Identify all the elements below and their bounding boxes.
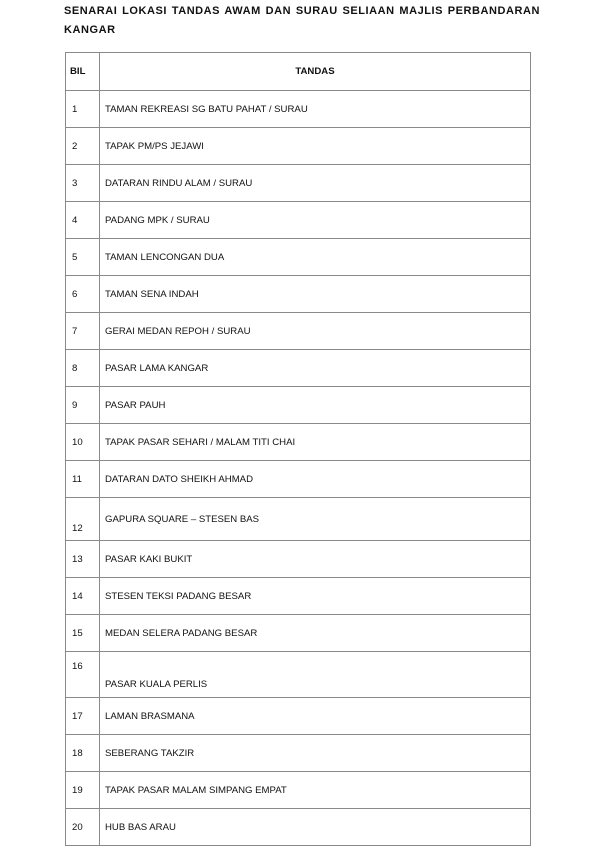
row-number: 8 xyxy=(66,350,100,387)
table-row xyxy=(66,615,531,652)
table-row xyxy=(66,461,531,498)
row-location: LAMAN BRASMANA xyxy=(100,698,531,735)
row-number: 12 xyxy=(66,498,100,541)
table-row xyxy=(66,698,531,735)
table-row xyxy=(66,350,531,387)
row-number: 17 xyxy=(66,698,100,735)
table-row xyxy=(66,541,531,578)
row-number: 5 xyxy=(66,239,100,276)
row-number: 20 xyxy=(66,809,100,846)
row-location: TAPAK PASAR MALAM SIMPANG EMPAT xyxy=(100,772,531,809)
row-location: TAMAN LENCONGAN DUA xyxy=(100,239,531,276)
table-row xyxy=(66,652,531,698)
row-location: GERAI MEDAN REPOH / SURAU xyxy=(100,313,531,350)
row-location: TAMAN SENA INDAH xyxy=(100,276,531,313)
row-location: STESEN TEKSI PADANG BESAR xyxy=(100,578,531,615)
row-number: 10 xyxy=(66,424,100,461)
row-number: 18 xyxy=(66,735,100,772)
row-location: HUB BAS ARAU xyxy=(100,809,531,846)
table-row xyxy=(66,735,531,772)
table-row xyxy=(66,387,531,424)
table-row xyxy=(66,772,531,809)
row-location: PASAR KAKI BUKIT xyxy=(100,541,531,578)
row-location: DATARAN DATO SHEIKH AHMAD xyxy=(100,461,531,498)
row-number: 9 xyxy=(66,387,100,424)
row-number: 11 xyxy=(66,461,100,498)
row-number: 7 xyxy=(66,313,100,350)
row-location: TAPAK PASAR SEHARI / MALAM TITI CHAI xyxy=(100,424,531,461)
row-number: 19 xyxy=(66,772,100,809)
row-number: 14 xyxy=(66,578,100,615)
row-number: 4 xyxy=(66,202,100,239)
row-number: 16 xyxy=(66,652,100,698)
table-row xyxy=(66,498,531,541)
row-number: 1 xyxy=(66,91,100,128)
row-location: PASAR KUALA PERLIS xyxy=(100,652,531,698)
row-location: GAPURA SQUARE – STESEN BAS xyxy=(100,498,531,541)
row-location: MEDAN SELERA PADANG BESAR xyxy=(100,615,531,652)
row-number: 13 xyxy=(66,541,100,578)
document-title: SENARAI LOKASI TANDAS AWAM DAN SURAU SELIAAN MAJLIS PERBANDARAN KANGAR xyxy=(64,5,540,36)
header-tandas: TANDAS xyxy=(100,53,531,91)
row-number: 2 xyxy=(66,128,100,165)
row-location: PASAR LAMA KANGAR xyxy=(100,350,531,387)
table-row xyxy=(66,276,531,313)
table-header-row xyxy=(66,53,531,91)
row-location: TAPAK PM/PS JEJAWI xyxy=(100,128,531,165)
table-row xyxy=(66,809,531,846)
table-row xyxy=(66,313,531,350)
row-location: DATARAN RINDU ALAM / SURAU xyxy=(100,165,531,202)
row-number: 6 xyxy=(66,276,100,313)
row-location: TAMAN REKREASI SG BATU PAHAT / SURAU xyxy=(100,91,531,128)
locations-table xyxy=(65,52,531,846)
row-location: SEBERANG TAKZIR xyxy=(100,735,531,772)
table-row xyxy=(66,424,531,461)
table-row xyxy=(66,239,531,276)
table-row xyxy=(66,578,531,615)
row-location: PADANG MPK / SURAU xyxy=(100,202,531,239)
row-location: PASAR PAUH xyxy=(100,387,531,424)
header-bil: BIL xyxy=(66,53,100,91)
table-row xyxy=(66,202,531,239)
row-number: 3 xyxy=(66,165,100,202)
table-row xyxy=(66,128,531,165)
row-number: 15 xyxy=(66,615,100,652)
table-row xyxy=(66,165,531,202)
table-row xyxy=(66,91,531,128)
